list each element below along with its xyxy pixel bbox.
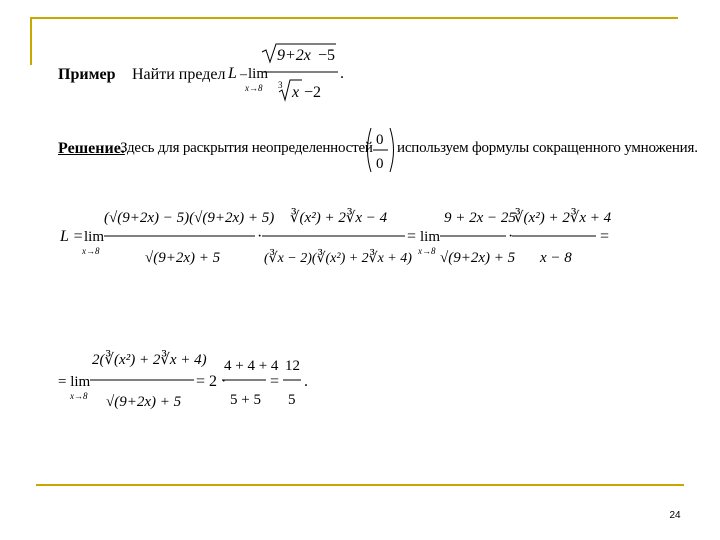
l1-eq-end: =	[600, 228, 610, 245]
l2-f3-num: 12	[285, 358, 300, 374]
formula-den-minus: −2	[304, 84, 322, 101]
l1-lim-2: lim	[420, 229, 441, 245]
l2-eq-lim: = lim	[58, 374, 91, 390]
l2-f2-num: 4 + 4 + 4	[224, 358, 279, 374]
formula-den-radicand: x	[292, 84, 300, 101]
indet-right-paren	[390, 128, 394, 172]
formula-minus-sign: –	[240, 67, 247, 82]
solution-text-before: Здесь для раскрытия неопределенностей	[120, 140, 373, 156]
l2-f1-den: √(9+2x) + 5	[106, 394, 182, 410]
l1-L-eq: L =	[60, 228, 84, 245]
solution-line-2	[58, 350, 308, 410]
l1-lim-sub: x→8	[82, 246, 100, 256]
page-number: 24	[669, 510, 681, 521]
l1-f1-num: (√(9+2x) − 5)(√(9+2x) + 5)	[104, 210, 275, 226]
l1-f4-num: ∛(x²) + 2∛x + 4	[514, 210, 612, 226]
indet-numerator: 0	[376, 132, 384, 148]
l1-lim-2-sub: x→8	[418, 246, 436, 256]
l1-dot-2: ·	[508, 228, 514, 245]
indet-denominator: 0	[376, 156, 384, 172]
l1-lim: lim	[84, 229, 105, 245]
l1-f2-den: (∛x − 2)(∛(x²) + 2∛x + 4)	[264, 251, 412, 266]
l2-eq-3: =	[270, 373, 280, 390]
problem-text: Найти предел	[132, 66, 226, 83]
formula-num-radicand: 9+2x	[277, 47, 311, 64]
formula-lim: lim	[248, 66, 269, 82]
l2-f1-num: 2(∛(x²) + 2∛x + 4)	[92, 352, 207, 368]
solution-line-1	[59, 208, 612, 266]
l1-f3-den: √(9+2x) + 5	[440, 250, 516, 266]
l2-period: .	[304, 373, 308, 390]
problem-formula	[227, 44, 344, 101]
l1-f1-den: √(9+2x) + 5	[145, 250, 221, 266]
l1-f4-den: x − 8	[540, 250, 572, 266]
solution-heading: Решение.	[58, 140, 125, 157]
formula-num-minus: −5	[318, 47, 336, 64]
l2-eq-2: = 2 ·	[196, 373, 227, 390]
problem-heading: Пример	[58, 66, 116, 83]
l2-f2-den: 5 + 5	[230, 392, 261, 408]
solution-text-after: используем формулы сокращенного умножения.	[397, 140, 698, 156]
l1-f2-num: ∛(x²) + 2∛x − 4	[290, 210, 388, 226]
l1-eq-1: =	[407, 228, 417, 245]
formula-L: L	[228, 65, 237, 82]
l2-lim-sub: x→8	[70, 391, 88, 401]
l1-dot-1: ·	[257, 228, 263, 245]
formula-period: .	[340, 65, 344, 82]
l2-f3-den: 5	[288, 392, 296, 408]
formula-lim-sub: x→8	[245, 83, 263, 93]
l1-f3-num: 9 + 2x − 25	[444, 210, 516, 226]
formula-den-root-index: 3	[278, 80, 283, 90]
